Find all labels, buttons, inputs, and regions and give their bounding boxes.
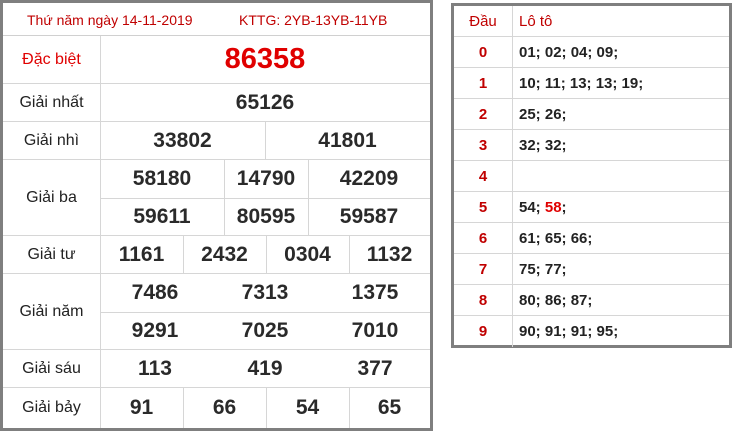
prize-value: 91 [129, 396, 154, 419]
loto-row [454, 37, 729, 68]
prize-value: 54 [295, 396, 320, 419]
loto-head-column-label: Đầu [454, 6, 513, 36]
loto-row [454, 99, 729, 130]
prize-value: 65126 [235, 90, 295, 114]
prize-row-seventh [3, 388, 430, 428]
prize-row-fourth [3, 236, 430, 274]
prize-value: 2432 [201, 242, 248, 266]
loto-row [454, 223, 729, 254]
loto-numbers: 25; 26; [519, 105, 567, 123]
loto-row [454, 316, 729, 347]
prize-label: Giải tư [3, 236, 101, 273]
prize-row-fifth [3, 274, 430, 350]
prize-label: Giải nhì [3, 122, 101, 159]
prize-row-third [3, 160, 430, 236]
prize-value: 1375 [351, 281, 399, 304]
prize-value: 1132 [366, 242, 413, 266]
loto-row [454, 192, 729, 223]
prize-value: 419 [247, 356, 283, 380]
prize-value: 80595 [236, 205, 296, 228]
prize-label: Giải nhất [3, 84, 101, 121]
loto-row [454, 68, 729, 99]
prize-value: 42209 [339, 167, 399, 190]
prize-label: Giải ba [3, 160, 101, 235]
loto-numbers: 90; 91; 91; 95; [519, 323, 619, 340]
prize-value: 65 [377, 396, 402, 419]
loto-numbers: 80; 86; 87; [519, 291, 593, 309]
loto-table [451, 3, 732, 348]
loto-head: 3 [454, 130, 513, 160]
prize-value: 66 [212, 396, 237, 419]
loto-numbers: 75; 77; [519, 260, 567, 278]
loto-head: 8 [454, 285, 513, 315]
loto-numbers: 10; 11; 13; 13; 19; [519, 74, 644, 92]
loto-numbers [519, 192, 567, 222]
draw-date: Thứ năm ngày 14-11-2019 [27, 12, 193, 28]
prize-row-first [3, 84, 430, 122]
prize-value: 7486 [131, 281, 179, 304]
loto-head: 2 [454, 99, 513, 129]
prize-value: 59587 [339, 205, 399, 228]
loto-numbers-column-label: Lô tô [519, 12, 553, 30]
prize-row-second [3, 122, 430, 160]
loto-head: 6 [454, 223, 513, 253]
loto-numbers: 32; 32; [519, 136, 567, 154]
loto-head: 7 [454, 254, 513, 284]
loto-header-row [454, 6, 729, 37]
loto-head: 1 [454, 68, 513, 98]
loto-head: 4 [454, 161, 513, 191]
prize-value: 33802 [153, 128, 212, 152]
prize-value: 41801 [318, 128, 377, 152]
loto-number: 54; [519, 198, 545, 216]
special-prize-value: 86358 [224, 43, 306, 75]
loto-number-special: 58 [544, 198, 562, 216]
loto-number: ; [561, 198, 567, 216]
prize-label: Đặc biệt [3, 36, 101, 83]
prize-value: 377 [357, 356, 393, 380]
loto-row [454, 161, 729, 192]
prize-value: 14790 [236, 167, 296, 190]
loto-numbers: 61; 65; 66; [519, 229, 593, 247]
loto-head: 0 [454, 37, 513, 67]
loto-row [454, 254, 729, 285]
loto-numbers: 01; 02; 04; 09; [519, 43, 619, 61]
loto-head: 5 [454, 192, 513, 222]
prize-label: Giải năm [3, 274, 101, 349]
prize-value: 0304 [284, 242, 331, 266]
prize-row-sixth [3, 350, 430, 388]
prize-value: 58180 [132, 167, 192, 190]
prize-value: 7025 [241, 319, 289, 342]
prize-value: 7010 [351, 319, 399, 342]
loto-row [454, 285, 729, 316]
loto-row [454, 130, 729, 161]
prize-label: Giải bảy [3, 388, 101, 428]
prize-value: 59611 [133, 205, 191, 228]
kttg-code: KTTG: 2YB-13YB-11YB [239, 12, 388, 28]
prize-value: 7313 [241, 281, 289, 304]
results-header [3, 3, 430, 36]
loto-head: 9 [454, 316, 513, 347]
prize-value: 1161 [118, 242, 165, 266]
prize-label: Giải sáu [3, 350, 101, 387]
prize-value: 113 [138, 356, 172, 380]
prize-row-special [3, 36, 430, 84]
prize-value: 9291 [131, 319, 179, 342]
